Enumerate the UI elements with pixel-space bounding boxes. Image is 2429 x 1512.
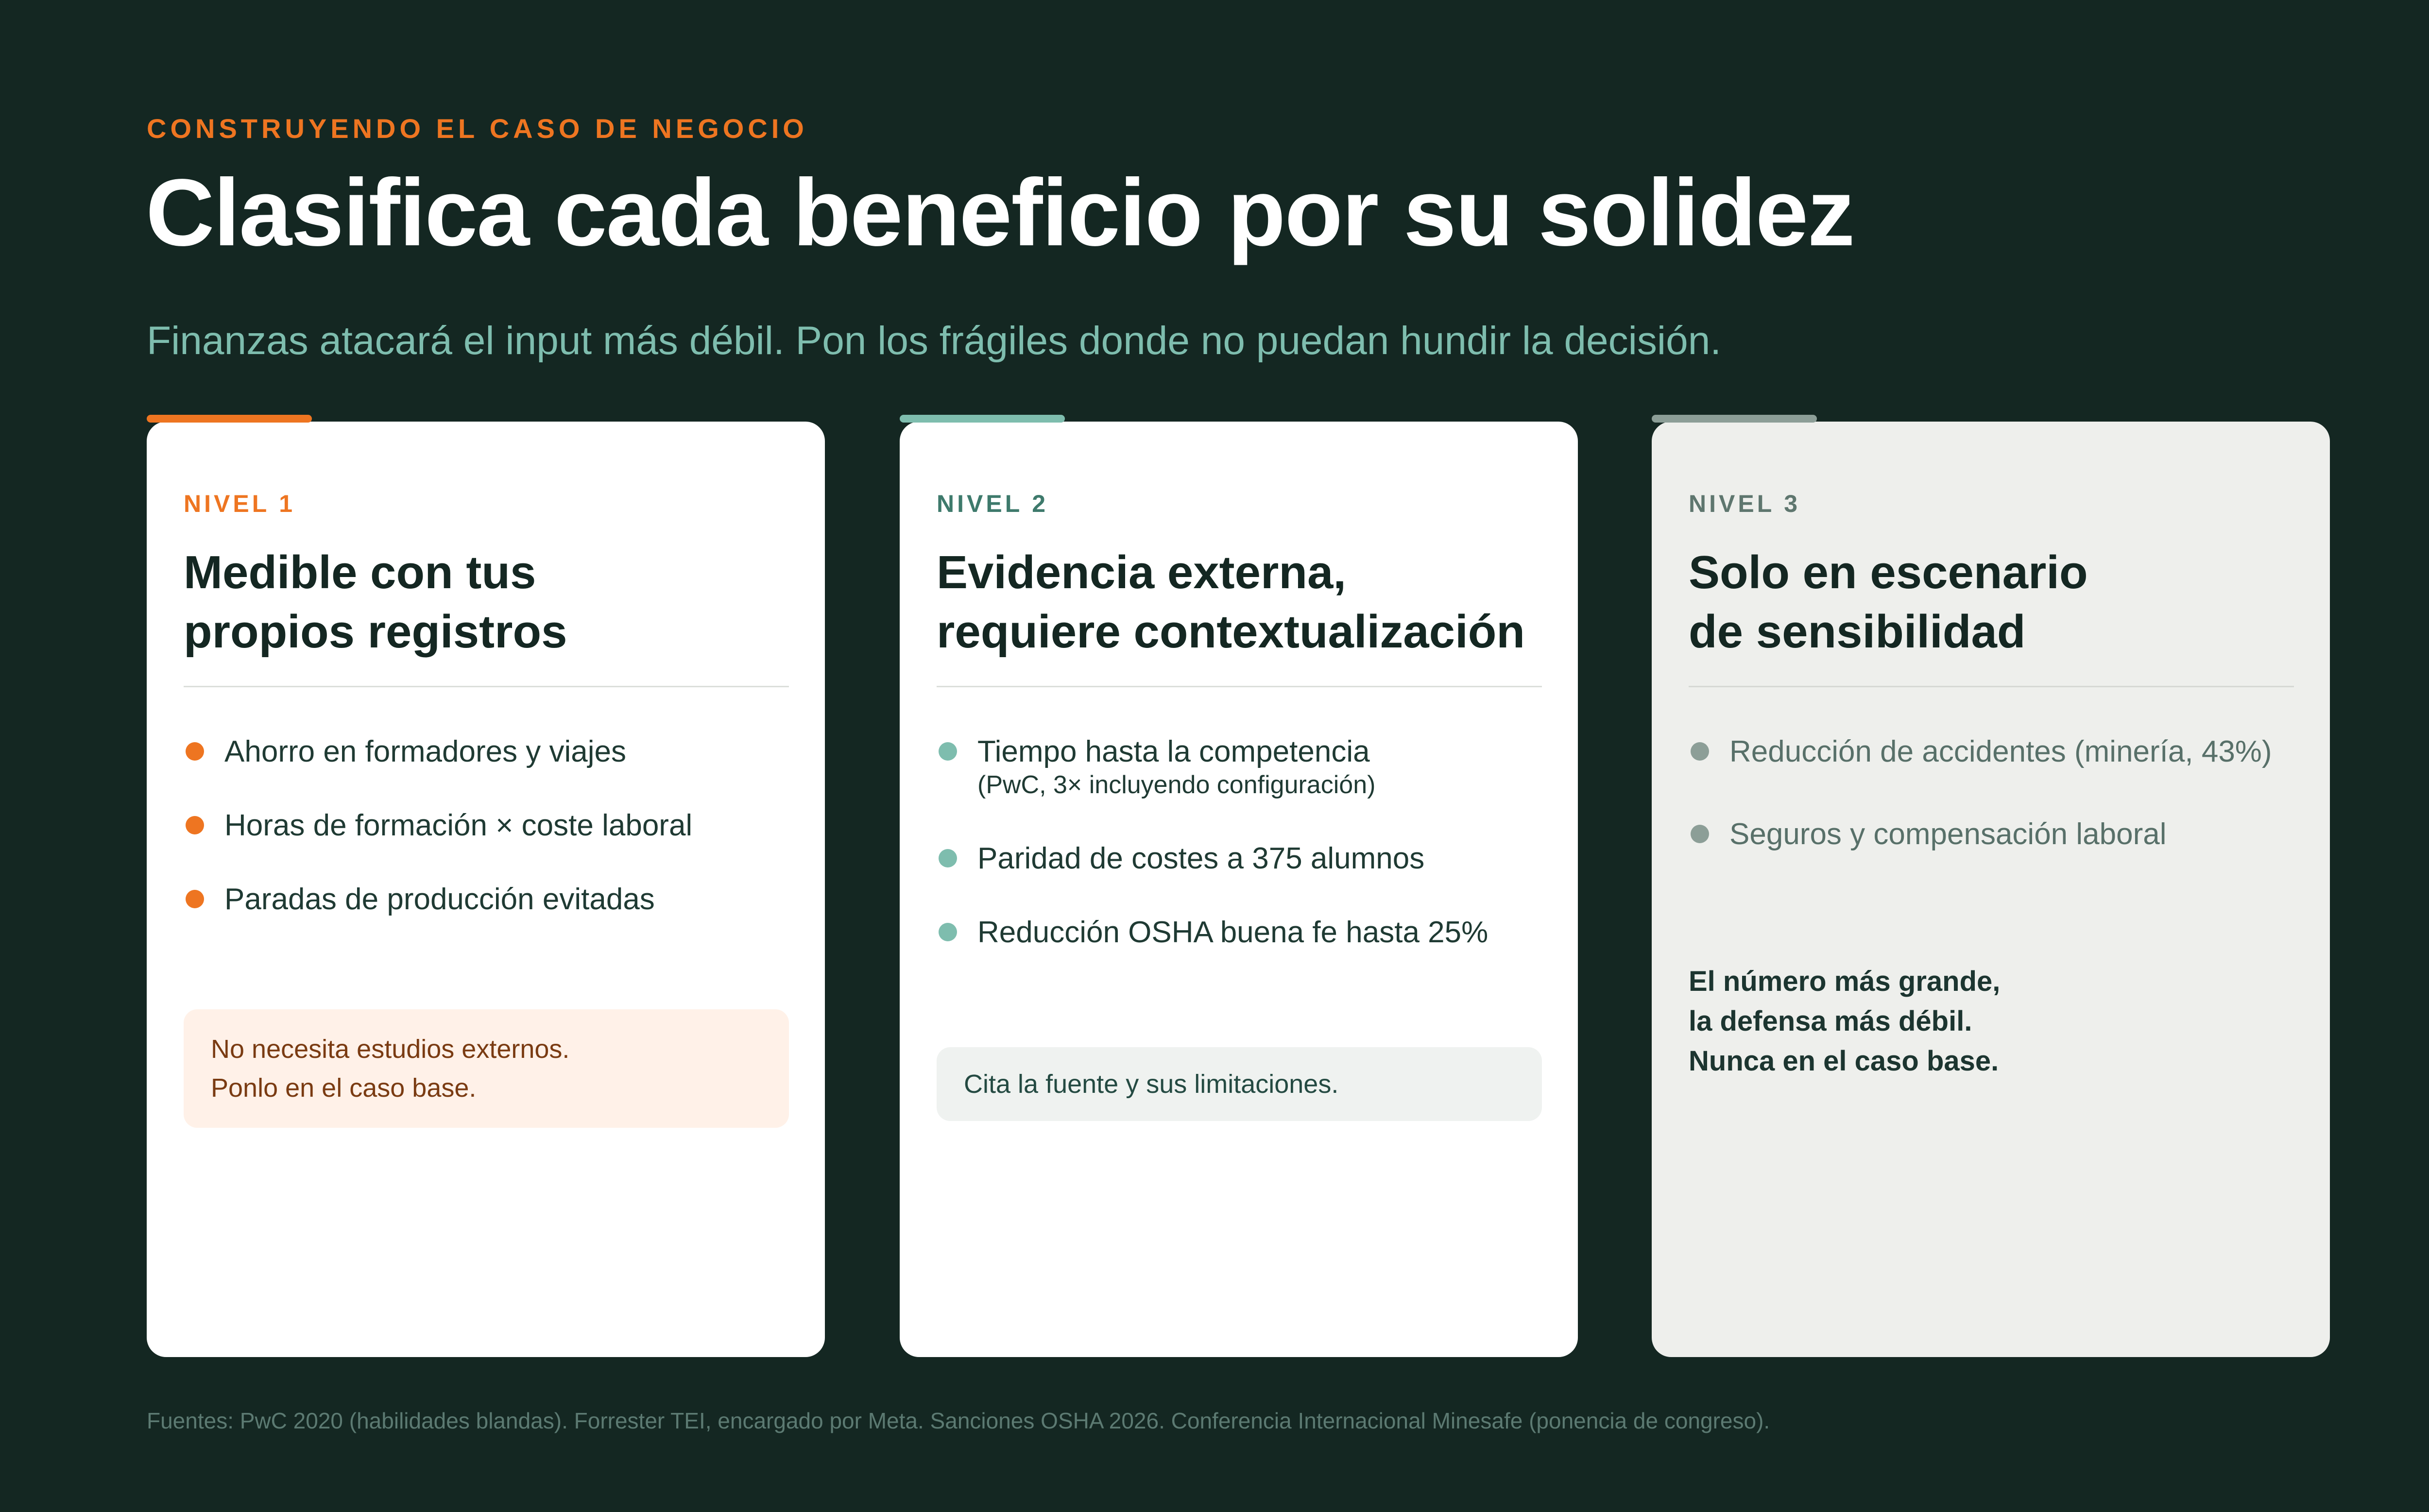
list-item <box>937 728 1558 834</box>
card-heading <box>184 543 815 662</box>
list-item-sublabel: (PwC, 3× incluyendo configuración) <box>977 771 1376 799</box>
card-level-3 <box>1652 422 2330 1357</box>
list-item-label: Reducción de accidentes (minería, 43%) <box>1729 735 2272 768</box>
card-divider <box>937 686 1542 687</box>
list-item <box>1689 810 2310 884</box>
list-item <box>1689 728 2310 810</box>
list-item-label: Paradas de producción evitadas <box>224 883 655 916</box>
card-divider <box>1689 686 2294 687</box>
card-level-2 <box>900 422 1578 1357</box>
sources-footer: Fuentes: PwC 2020 (habilidades blandas). Forrester TEI, encargado por Meta. Sanciones OSHA 2026. Conferencia Internacional Minesafe (ponencia de congreso). <box>147 1408 1770 1433</box>
card-heading-line: de sensibilidad <box>1689 606 2026 658</box>
card-accent-bar <box>147 415 312 423</box>
card-heading-line: Evidencia externa, <box>937 546 1347 598</box>
page-subtitle: Finanzas atacará el input más débil. Pon los frágiles donde no puedan hundir la decisión. <box>147 319 1722 363</box>
card-heading-line: propios registros <box>184 606 567 658</box>
card-accent-bar <box>1652 415 1817 423</box>
list-item <box>184 801 805 875</box>
card-heading-line: requiere contextualización <box>937 606 1525 658</box>
callout-line: Cita la fuente y sus limitaciones. <box>964 1070 1339 1099</box>
card-divider <box>184 686 789 687</box>
card-heading-line: Medible con tus <box>184 546 536 598</box>
list-item-label: Horas de formación × coste laboral <box>224 809 693 842</box>
bullet-dot-icon <box>186 890 204 908</box>
list-item <box>184 875 805 949</box>
card-item-list <box>184 728 805 949</box>
card-level-label: NIVEL 1 <box>184 490 296 517</box>
card-item-list <box>1689 728 2310 884</box>
list-item-label: Ahorro en formadores y viajes <box>224 735 627 768</box>
warning-line: Nunca en el caso base. <box>1689 1045 1999 1077</box>
bullet-dot-icon <box>186 742 204 761</box>
card-accent-bar <box>900 415 1065 423</box>
card-heading <box>1689 543 2320 662</box>
card-level-label: NIVEL 2 <box>937 490 1049 517</box>
card-level-label: NIVEL 3 <box>1689 490 1801 517</box>
card-item-list <box>937 728 1558 982</box>
bullet-dot-icon <box>939 849 957 867</box>
bullet-dot-icon <box>939 742 957 761</box>
card-level-1 <box>147 422 825 1357</box>
list-item <box>937 908 1558 982</box>
callout-line: No necesita estudios externos. <box>211 1035 570 1064</box>
warning-line: El número más grande, <box>1689 966 2001 997</box>
card-callout <box>184 1009 789 1128</box>
bullet-dot-icon <box>186 816 204 834</box>
card-warning-text <box>1689 962 2000 1081</box>
list-item-label: Seguros y compensación laboral <box>1729 817 2167 851</box>
warning-line: la defensa más débil. <box>1689 1005 1972 1037</box>
list-item <box>184 728 805 801</box>
page-title: Clasifica cada beneficio por su solidez <box>146 159 1854 266</box>
bullet-dot-icon <box>939 923 957 941</box>
eyebrow-label: CONSTRUYENDO EL CASO DE NEGOCIO <box>147 113 808 144</box>
list-item-label: Paridad de costes a 375 alumnos <box>977 842 1425 875</box>
bullet-dot-icon <box>1691 742 1709 761</box>
card-heading-line: Solo en escenario <box>1689 546 2088 598</box>
card-heading <box>937 543 1568 662</box>
list-item <box>937 834 1558 908</box>
card-callout <box>937 1047 1542 1121</box>
callout-line: Ponlo en el caso base. <box>211 1073 477 1103</box>
list-item-label: Reducción OSHA buena fe hasta 25% <box>977 916 1488 949</box>
bullet-dot-icon <box>1691 825 1709 843</box>
list-item-label: Tiempo hasta la competencia <box>977 735 1370 768</box>
